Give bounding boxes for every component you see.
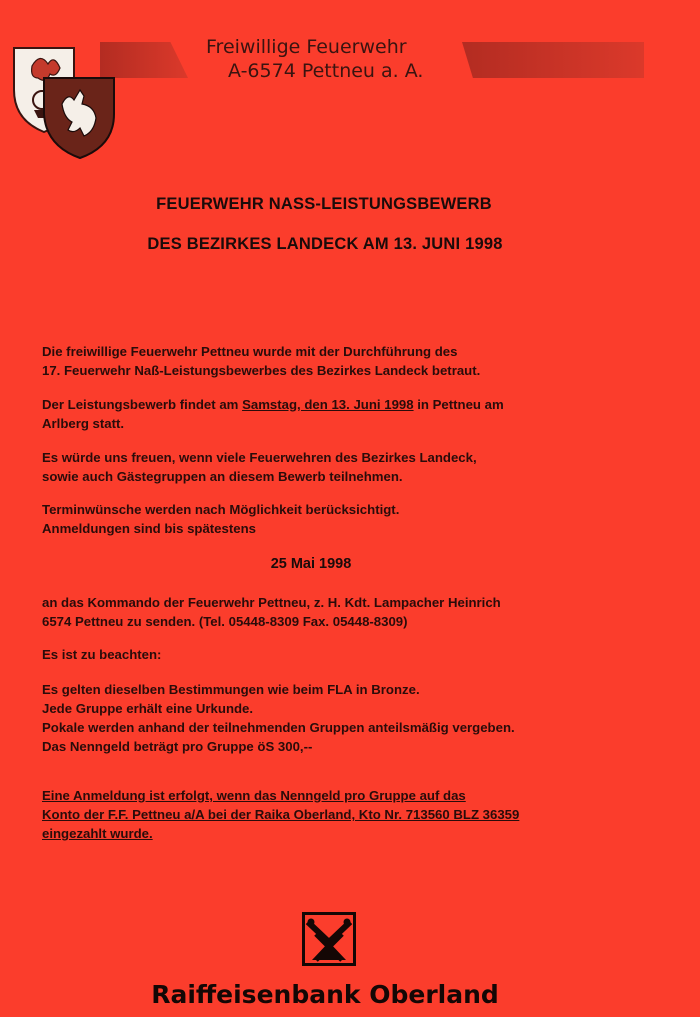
text-line: Es ist zu beachten:: [42, 647, 162, 662]
registration-deadline: 25 Mai 1998: [270, 556, 352, 572]
text-line: Jede Gruppe erhält eine Urkunde.: [42, 701, 254, 716]
text-line: Eine Anmeldung ist erfolgt, wenn das Nenngeld pro Gruppe auf das: [42, 788, 466, 803]
text-line: Anmeldungen sind bis spätestens: [42, 521, 256, 536]
text-line: Arlberg statt.: [42, 416, 125, 431]
notes-heading: [42, 645, 642, 664]
text-line: sowie auch Gästegruppen an diesem Bewerb teilnehmen.: [42, 469, 403, 484]
text-line: an das Kommando der Feuerwehr Pettneu, z. H. Kdt. Lampacher Heinrich: [42, 595, 501, 610]
organization-name: Freiwillige Feuerwehr: [206, 36, 407, 58]
invitation-paragraph: [42, 448, 642, 486]
sponsor-bank-name: Raiffeisenbank Oberland: [151, 980, 499, 1009]
event-date-paragraph: [42, 395, 642, 433]
text-line: Es würde uns freuen, wenn viele Feuerwehren des Bezirkes Landeck,: [42, 450, 477, 465]
text-line: Das Nenngeld beträgt pro Gruppe öS 300,--: [42, 739, 313, 754]
document-title: FEUERWEHR NASS-LEISTUNGSBEWERB: [156, 195, 492, 213]
text-line: eingezahlt wurde.: [42, 826, 153, 841]
header-stripe-right: [462, 42, 644, 78]
text-line: Konto der F.F. Pettneu a/A bei der Raika Oberland, Kto Nr. 713560 BLZ 36359: [42, 807, 520, 822]
text-line: Die freiwillige Feuerwehr Pettneu wurde mit der Durchführung des: [42, 344, 458, 359]
text-fragment: Der Leistungsbewerb findet am: [42, 397, 243, 412]
rules-paragraph: [42, 680, 642, 756]
text-line: 17. Feuerwehr Naß-Leistungsbewerbes des Bezirkes Landeck betraut.: [42, 363, 481, 378]
payment-notice: [42, 786, 642, 843]
text-line: Terminwünsche werden nach Möglichkeit berücksichtigt.: [42, 502, 400, 517]
raiffeisen-gable-cross-icon: [302, 912, 356, 966]
document-subtitle: DES BEZIRKES LANDECK AM 13. JUNI 1998: [147, 235, 503, 253]
registration-paragraph: [42, 500, 642, 538]
text-line: Es gelten dieselben Bestimmungen wie beim FLA in Bronze.: [42, 682, 420, 697]
event-date: Samstag, den 13. Juni 1998: [242, 397, 414, 412]
text-line: [42, 395, 642, 414]
text-line: 6574 Pettneu zu senden. (Tel. 05448-8309 Fax. 05448-8309): [42, 614, 408, 629]
contact-paragraph: [42, 593, 642, 631]
organization-address: A-6574 Pettneu a. A.: [228, 60, 424, 82]
intro-paragraph: [42, 342, 642, 380]
text-fragment: in Pettneu am: [413, 397, 504, 412]
text-line: Pokale werden anhand der teilnehmenden Gruppen anteilsmäßig vergeben.: [42, 720, 515, 735]
fire-brigade-crest-icon: [10, 44, 122, 162]
